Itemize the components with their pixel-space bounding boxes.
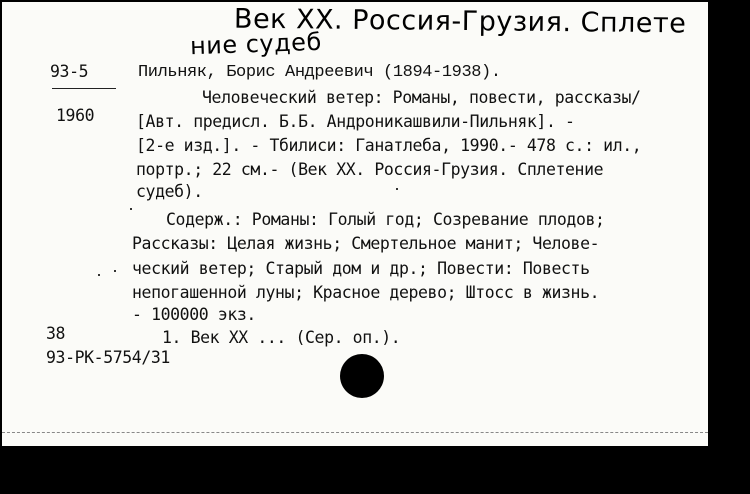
speck — [396, 188, 398, 190]
description-line: портр.; 22 см.- (Век XX. Россия-Грузия. Сплетение — [136, 160, 604, 179]
speck — [114, 270, 116, 272]
title-line: Человеческий ветер: Романы, повести, рассказы/ — [202, 88, 641, 107]
card-bottom-edge — [2, 432, 708, 433]
card-number: 93-РК-5754/31 — [46, 348, 170, 367]
punch-hole — [340, 354, 384, 398]
contents-line-4: непогашенной луны; Красное дерево; Штосс в жизнь. — [132, 283, 600, 302]
contents-line-2: Рассказы: Целая жизнь; Смертельное манит; Челове- — [132, 234, 600, 253]
series-close-line: судеб). — [136, 182, 203, 201]
responsibility-line: [Авт. предисл. Б.Б. Андроникашвили-Пильняк]. - — [136, 112, 575, 131]
series-entry: 1. Век XX ... (Сер. оп.). — [162, 328, 401, 347]
handwritten-series-note: Век XX. Россия-Грузия. Сплете — [233, 3, 687, 40]
handwritten-series-note-continued: ние судеб — [189, 27, 323, 61]
catalog-card — [2, 2, 708, 446]
contents-line-3: ческий ветер; Старый дом и др.; Повести: Повесть — [132, 259, 590, 278]
imprint-line: [2-е изд.]. - Тбилиси: Ганатлеба, 1990.- 478 с.: ил., — [136, 136, 642, 155]
class-code: 38 — [46, 324, 66, 343]
speck — [130, 208, 132, 210]
speck — [98, 274, 100, 276]
call-number: 93-5 — [50, 62, 89, 81]
year-code: 1960 — [56, 106, 95, 125]
contents-line-1: Содерж.: Романы: Голый год; Созревание плодов; — [166, 210, 605, 229]
call-number-divider — [52, 88, 116, 89]
author-heading: Пильняк, Борис Андреевич (1894-1938). — [138, 63, 501, 82]
print-run: - 100000 экз. — [132, 305, 256, 324]
